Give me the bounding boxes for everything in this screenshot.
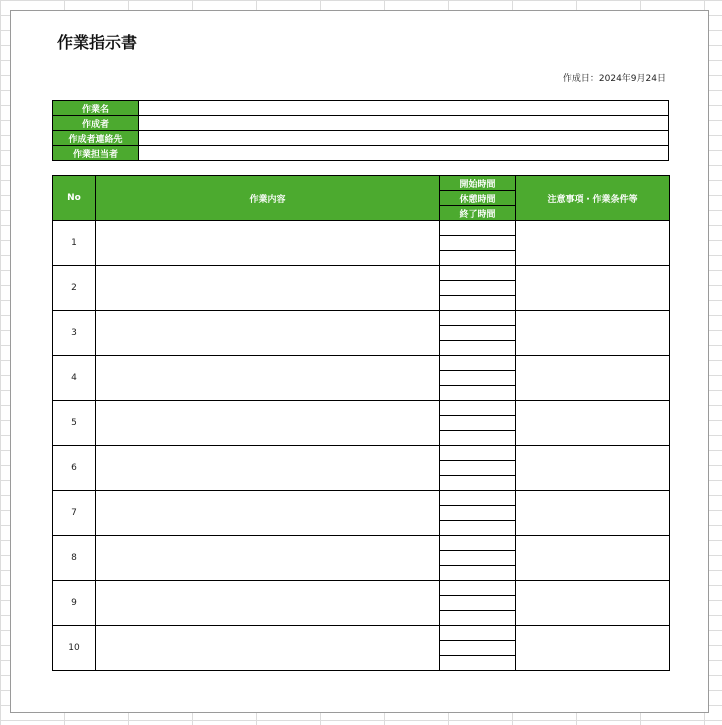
- start-time-cell[interactable]: [440, 536, 516, 551]
- info-row: [53, 131, 669, 146]
- end-time-cell[interactable]: [440, 386, 516, 401]
- created-date-value: 2024年9月24日: [598, 74, 666, 84]
- start-time-cell[interactable]: [440, 626, 516, 641]
- header-break-time: 休憩時間: [440, 191, 516, 206]
- start-time-cell[interactable]: [440, 266, 516, 281]
- content-cell[interactable]: [96, 626, 440, 671]
- break-time-cell[interactable]: [440, 596, 516, 611]
- content-cell[interactable]: [96, 401, 440, 446]
- break-time-cell[interactable]: [440, 371, 516, 386]
- break-time-cell[interactable]: [440, 641, 516, 656]
- info-value-cell[interactable]: [139, 146, 669, 161]
- row-number: 7: [53, 491, 96, 536]
- notes-cell[interactable]: [516, 401, 670, 446]
- break-time-cell[interactable]: [440, 551, 516, 566]
- break-time-cell[interactable]: [440, 416, 516, 431]
- table-row: [53, 626, 670, 641]
- start-time-cell[interactable]: [440, 311, 516, 326]
- table-row: [53, 221, 670, 236]
- table-row: [53, 356, 670, 371]
- document-sheet: [10, 10, 709, 713]
- info-row: [53, 116, 669, 131]
- break-time-cell[interactable]: [440, 506, 516, 521]
- content-cell[interactable]: [96, 536, 440, 581]
- info-row: [53, 146, 669, 161]
- header-notes: 注意事項・作業条件等: [516, 176, 670, 221]
- info-value-cell[interactable]: [139, 116, 669, 131]
- row-number: 10: [53, 626, 96, 671]
- notes-cell[interactable]: [516, 446, 670, 491]
- start-time-cell[interactable]: [440, 446, 516, 461]
- table-row: [53, 446, 670, 461]
- header-no: No: [53, 176, 96, 221]
- break-time-cell[interactable]: [440, 461, 516, 476]
- end-time-cell[interactable]: [440, 296, 516, 311]
- end-time-cell[interactable]: [440, 611, 516, 626]
- notes-cell[interactable]: [516, 221, 670, 266]
- end-time-cell[interactable]: [440, 656, 516, 671]
- end-time-cell[interactable]: [440, 341, 516, 356]
- row-number: 6: [53, 446, 96, 491]
- created-date-label: 作成日：: [562, 74, 599, 84]
- content-cell[interactable]: [96, 491, 440, 536]
- content-cell[interactable]: [96, 221, 440, 266]
- start-time-cell[interactable]: [440, 491, 516, 506]
- start-time-cell[interactable]: [440, 356, 516, 371]
- notes-cell[interactable]: [516, 356, 670, 401]
- break-time-cell[interactable]: [440, 281, 516, 296]
- row-number: 2: [53, 266, 96, 311]
- row-number: 1: [53, 221, 96, 266]
- end-time-cell[interactable]: [440, 566, 516, 581]
- row-number: 3: [53, 311, 96, 356]
- notes-cell[interactable]: [516, 626, 670, 671]
- created-date: [563, 71, 666, 84]
- end-time-cell[interactable]: [440, 251, 516, 266]
- info-value-cell[interactable]: [139, 101, 669, 116]
- info-label: 作業名: [53, 101, 139, 116]
- table-row: [53, 311, 670, 326]
- content-cell[interactable]: [96, 266, 440, 311]
- start-time-cell[interactable]: [440, 581, 516, 596]
- task-table: [52, 175, 670, 671]
- header-end-time: 終了時間: [440, 206, 516, 221]
- break-time-cell[interactable]: [440, 236, 516, 251]
- table-row: [53, 401, 670, 416]
- info-row: [53, 101, 669, 116]
- content-cell[interactable]: [96, 446, 440, 491]
- info-label: 作成者: [53, 116, 139, 131]
- end-time-cell[interactable]: [440, 476, 516, 491]
- row-number: 8: [53, 536, 96, 581]
- break-time-cell[interactable]: [440, 326, 516, 341]
- row-number: 5: [53, 401, 96, 446]
- end-time-cell[interactable]: [440, 521, 516, 536]
- content-cell[interactable]: [96, 311, 440, 356]
- info-value-cell[interactable]: [139, 131, 669, 146]
- notes-cell[interactable]: [516, 581, 670, 626]
- row-number: 4: [53, 356, 96, 401]
- info-label: 作成者連絡先: [53, 131, 139, 146]
- notes-cell[interactable]: [516, 491, 670, 536]
- table-row: [53, 581, 670, 596]
- info-table: [52, 100, 669, 161]
- notes-cell[interactable]: [516, 536, 670, 581]
- table-row: [53, 491, 670, 506]
- notes-cell[interactable]: [516, 266, 670, 311]
- header-content: 作業内容: [96, 176, 440, 221]
- content-cell[interactable]: [96, 356, 440, 401]
- table-row: [53, 266, 670, 281]
- document-title: 作業指示書: [57, 33, 138, 52]
- start-time-cell[interactable]: [440, 401, 516, 416]
- row-number: 9: [53, 581, 96, 626]
- content-cell[interactable]: [96, 581, 440, 626]
- end-time-cell[interactable]: [440, 431, 516, 446]
- header-start-time: 開始時間: [440, 176, 516, 191]
- start-time-cell[interactable]: [440, 221, 516, 236]
- table-row: [53, 536, 670, 551]
- notes-cell[interactable]: [516, 311, 670, 356]
- info-label: 作業担当者: [53, 146, 139, 161]
